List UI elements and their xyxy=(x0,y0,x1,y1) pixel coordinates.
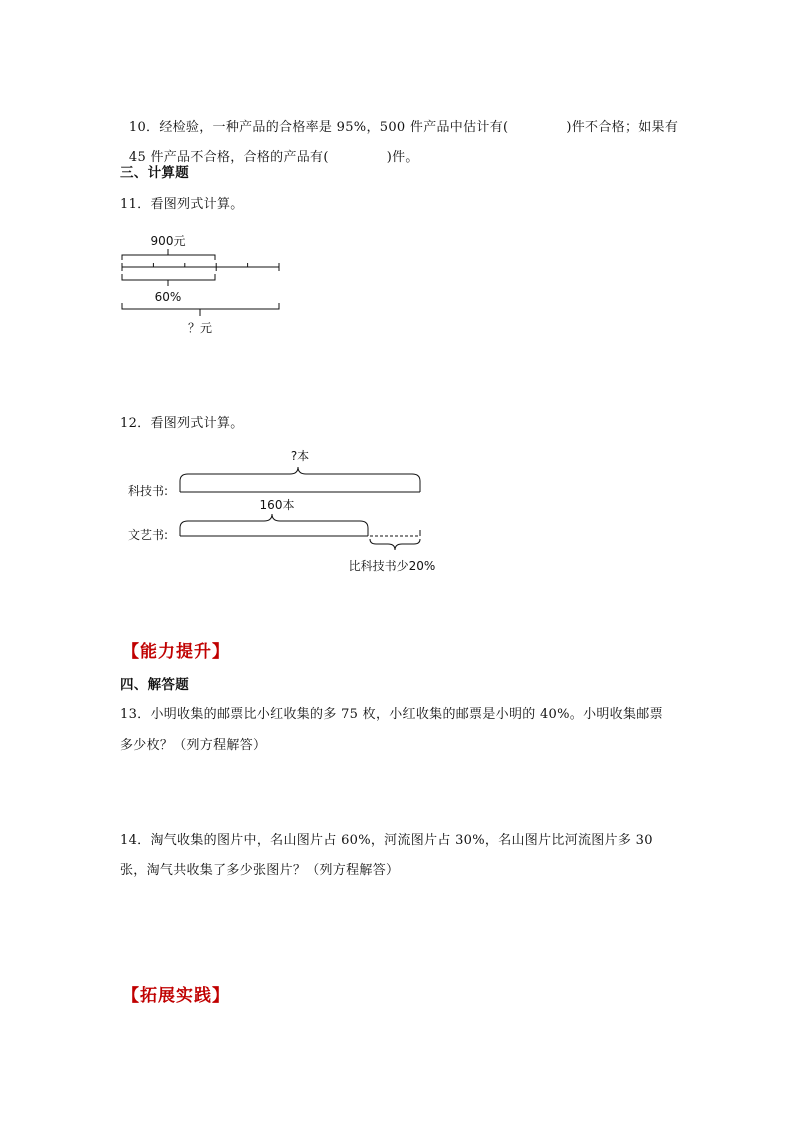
section-3-heading: 三、计算题 xyxy=(120,165,189,181)
q11-top-brace xyxy=(122,255,215,260)
q12-label-160: 160本 xyxy=(259,498,295,512)
section-expand-tag: 【拓展实践】 xyxy=(122,986,230,1006)
q11-line-diagram xyxy=(110,224,300,340)
q10-text-2a: 45 件产品不合格，合格的产品有( xyxy=(128,150,329,165)
q11-bottom-brace xyxy=(122,303,279,309)
q12-prompt: 12．看图列式计算。 xyxy=(120,416,244,431)
q13-line-1: 13．小明收集的邮票比小红收集的多 75 枚，小红收集的邮票是小明的 40%。小明收集邮票 xyxy=(120,707,663,722)
q12-science-brace xyxy=(180,467,420,492)
q11-label-60pct: 60% xyxy=(154,290,182,304)
q11-prompt: 11．看图列式计算。 xyxy=(120,197,244,212)
q11-label-unknown: ？元 xyxy=(187,321,213,335)
q10-line-1 xyxy=(120,104,678,136)
q10-text-1b: )件不合格；如果有 xyxy=(566,120,679,135)
q10-text-2b: )件。 xyxy=(386,150,419,165)
q12-line-diagram xyxy=(120,440,460,580)
q12-label-science: 科技书: xyxy=(128,484,169,498)
q12-label-less-20pct: 比科技书少20% xyxy=(348,559,436,573)
q14-line-2: 张，淘气共收集了多少张图片？（列方程解答） xyxy=(120,863,400,878)
q12-difference-brace xyxy=(370,539,420,550)
q10-text-1a: 10．经检验，一种产品的合格率是 95%，500 件产品中估计有( xyxy=(128,120,509,135)
q11-mid-brace xyxy=(122,274,215,280)
q12-label-literature: 文艺书: xyxy=(128,528,169,542)
section-4-heading: 四、解答题 xyxy=(120,677,189,693)
q12-literature-brace xyxy=(180,514,368,536)
q11-label-900: 900元 xyxy=(150,234,186,248)
section-ability-tag: 【能力提升】 xyxy=(122,642,230,662)
q13-line-2: 多少枚？（列方程解答） xyxy=(120,738,267,753)
q10-line-2 xyxy=(120,134,419,166)
q14-line-1: 14．淘气收集的图片中，名山图片占 60%，河流图片占 30%，名山图片比河流图片多 30 xyxy=(120,833,653,848)
q12-label-unknown: ?本 xyxy=(290,449,310,463)
